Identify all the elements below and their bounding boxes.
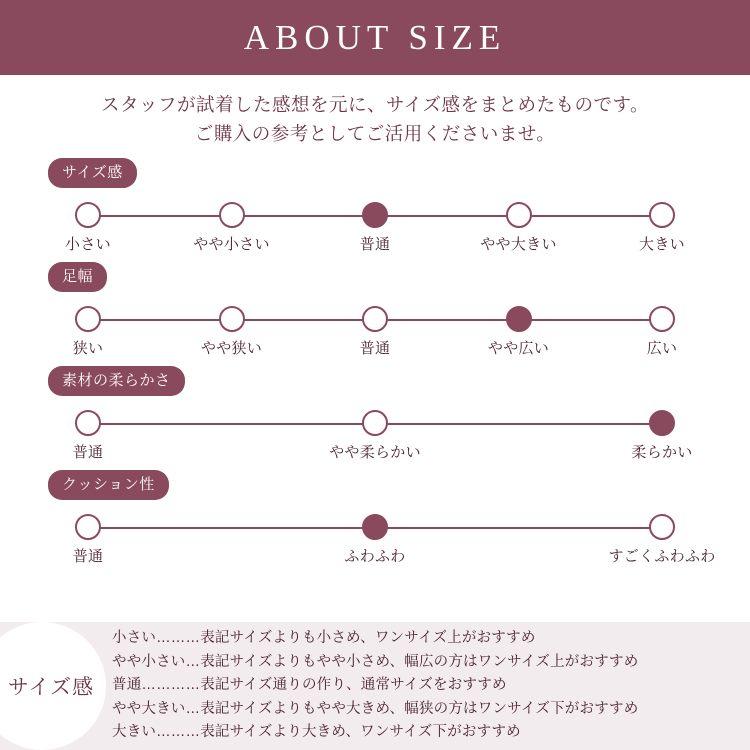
scale-option-label: 普通 <box>359 236 391 254</box>
scale-dot-selected-icon[interactable] <box>362 514 388 540</box>
scale-option-label: 大きい <box>639 236 685 254</box>
scale-option-label: すごくふわふわ <box>608 548 716 566</box>
scale-option[interactable] <box>60 514 116 566</box>
scale-option[interactable] <box>347 306 403 358</box>
scale-nodes <box>0 202 750 254</box>
scale-label: クッション性 <box>48 470 169 500</box>
intro-text <box>0 75 750 154</box>
scale-option-label: やや広い <box>487 340 550 358</box>
scale-block <box>0 366 750 462</box>
scale-option[interactable] <box>347 202 403 254</box>
scale-dot-icon[interactable] <box>506 202 532 228</box>
scale-nodes <box>0 306 750 358</box>
scale-label: 素材の柔らかさ <box>48 366 185 396</box>
scale-option-label: 普通 <box>72 444 104 462</box>
scale-block <box>0 158 750 254</box>
scale-option-label: やや大きい <box>480 236 557 254</box>
scale-option[interactable] <box>344 514 406 566</box>
scale-option[interactable] <box>60 202 116 254</box>
scale-dot-icon[interactable] <box>75 514 101 540</box>
page-title: ABOUT SIZE <box>243 17 507 57</box>
scale-option[interactable] <box>60 410 116 462</box>
scale-label: 足幅 <box>48 262 107 292</box>
scale-option[interactable] <box>200 306 263 358</box>
scale-dot-icon[interactable] <box>649 306 675 332</box>
scale-option[interactable] <box>329 410 421 462</box>
scale-option-label: 広い <box>646 340 678 358</box>
scale-dot-icon[interactable] <box>75 202 101 228</box>
scale-dot-selected-icon[interactable] <box>362 202 388 228</box>
scale-option-label: やや小さい <box>193 236 270 254</box>
scale-option[interactable] <box>487 306 550 358</box>
scale-block <box>0 470 750 566</box>
scale-option-label: やや柔らかい <box>329 444 421 462</box>
scale-track <box>0 514 750 566</box>
scale-dot-selected-icon[interactable] <box>649 410 675 436</box>
scale-option-label: 狭い <box>72 340 104 358</box>
scale-option-label: 普通 <box>72 548 104 566</box>
scale-option[interactable] <box>634 202 690 254</box>
scale-option[interactable] <box>631 410 693 462</box>
scale-nodes <box>0 514 750 566</box>
scale-dot-icon[interactable] <box>75 306 101 332</box>
scale-dot-icon[interactable] <box>219 306 245 332</box>
scale-list <box>0 154 750 566</box>
footer-badge <box>0 622 106 750</box>
scale-option[interactable] <box>193 202 270 254</box>
scale-dot-icon[interactable] <box>362 306 388 332</box>
scale-option[interactable] <box>634 306 690 358</box>
scale-dot-icon[interactable] <box>649 514 675 540</box>
intro-line-1: スタッフが試着した感想を元に、サイズ感をまとめたものです。 <box>100 94 650 115</box>
scale-option-label: ふわふわ <box>344 548 406 566</box>
footer-badge-label: サイズ感 <box>7 676 95 699</box>
scale-option-label: やや狭い <box>200 340 263 358</box>
footer-legend-line: やや小さい…表記サイズよりもやや小さめ、幅広の方はワンサイズ上がおすすめ <box>112 653 639 670</box>
footer-legend-line: 普通…………表記サイズ通りの作り、通常サイズをおすすめ <box>112 677 507 694</box>
scale-dot-icon[interactable] <box>649 202 675 228</box>
footer-legend-line: やや大きい…表記サイズよりもやや大きめ、幅狭の方はワンサイズ下がおすすめ <box>112 700 639 717</box>
scale-track <box>0 202 750 254</box>
footer-legend-line: 小さい………表記サイズよりも小さめ、ワンサイズ上がおすすめ <box>112 630 536 647</box>
scale-dot-icon[interactable] <box>219 202 245 228</box>
page-header <box>0 0 750 75</box>
scale-option[interactable] <box>60 306 116 358</box>
scale-option-label: 柔らかい <box>631 444 693 462</box>
scale-nodes <box>0 410 750 462</box>
footer-legend <box>0 622 750 750</box>
scale-option[interactable] <box>608 514 716 566</box>
scale-option-label: 普通 <box>359 340 391 358</box>
intro-line-2: ご購入の参考としてご活用くださいませ。 <box>194 122 556 144</box>
footer-legend-line: 大きい………表記サイズより大きめ、ワンサイズ下がおすすめ <box>112 724 521 741</box>
scale-dot-icon[interactable] <box>75 410 101 436</box>
scale-block <box>0 262 750 358</box>
scale-track <box>0 410 750 462</box>
scale-option[interactable] <box>480 202 557 254</box>
scale-label: サイズ感 <box>48 158 137 188</box>
scale-track <box>0 306 750 358</box>
scale-option-label: 小さい <box>65 236 111 254</box>
scale-dot-selected-icon[interactable] <box>506 306 532 332</box>
scale-dot-icon[interactable] <box>362 410 388 436</box>
footer-legend-lines <box>106 627 638 744</box>
